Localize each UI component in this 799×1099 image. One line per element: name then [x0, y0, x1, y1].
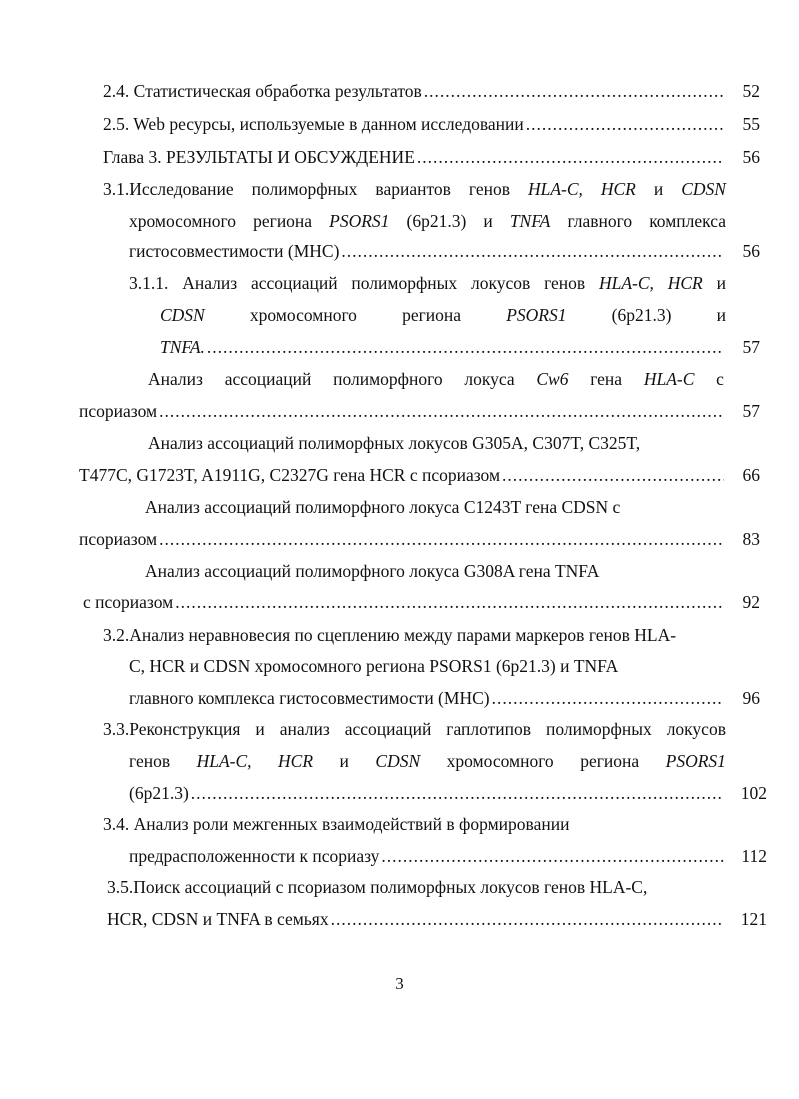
toc-entry-3-1-1-line-2: CDSN хромосомного региона PSORS1 (6р21.3) и — [160, 305, 726, 325]
page-number: 3 — [395, 974, 404, 993]
toc-entry-3-3-line-2: генов HLA-C, HCR и CDSN хромосомного региона PSORS1 — [129, 751, 726, 771]
toc-page-number: 83 — [742, 529, 760, 549]
toc-page-number: 121 — [740, 909, 767, 929]
toc-page-number: 56 — [742, 147, 760, 167]
toc-entry-3-1-line-2: хромосомного региона PSORS1 (6р21.3) и TNFA главного комплекса — [129, 211, 726, 231]
toc-entry-cdsn-line-1[interactable]: Анализ ассоциаций полиморфного локуса C1243T гена CDSN с — [145, 497, 621, 517]
toc-entry-3-2-line-1[interactable]: 3.2.Анализ неравновесия по сцеплению между парами маркеров генов HLA- — [103, 625, 677, 645]
toc-entry-hcr-line-2: T477C, G1723T, A1911G, C2327G гена HCR с псориазом ..... — [79, 464, 726, 486]
toc-page-number: 57 — [742, 401, 760, 421]
toc-entry-tnfa-line-2: с псориазом ..... — [83, 591, 726, 613]
toc-entry-cw6-line-1[interactable]: Анализ ассоциаций полиморфного локуса Cw6 гена HLA-C с — [148, 369, 724, 389]
toc-entry-2-5[interactable] — [103, 113, 726, 135]
toc-page-number: 102 — [740, 783, 767, 803]
toc-page-number: 96 — [742, 688, 760, 708]
toc-entry-title: 2.5. Web ресурсы, используемые в данном исследовании — [103, 114, 524, 134]
toc-entry-3-4-line-2: предрасположенности к псориазу ..... — [129, 845, 726, 867]
toc-entry-3-1-1-line-3: TNFA. ..... — [160, 336, 726, 358]
toc-page-number: 57 — [742, 337, 760, 357]
toc-page-number: 52 — [742, 81, 760, 101]
toc-page-number: 66 — [742, 465, 760, 485]
toc-entry-cw6-line-2: псориазом ..... — [79, 400, 726, 422]
toc-entry-3-3-line-1[interactable]: 3.3.Реконструкция и анализ ассоциаций гаплотипов полиморфных локусов — [103, 719, 726, 739]
toc-entry-tnfa-line-1[interactable]: Анализ ассоциаций полиморфного локуса G308A гена TNFA — [145, 561, 600, 581]
toc-entry-3-4-line-1[interactable]: 3.4. Анализ роли межгенных взаимодействий в формировании — [103, 814, 570, 834]
toc-entry-title: 2.4. Статистическая обработка результатов — [103, 81, 422, 101]
toc-page-number: 55 — [742, 114, 760, 134]
toc-entry-3-2-line-2: C, HCR и CDSN хромосомного региона PSORS1 (6р21.3) и TNFA — [129, 656, 619, 676]
toc-entry-3-3-line-3: (6р21.3) ..... — [129, 782, 726, 804]
toc-page-number: 112 — [741, 846, 767, 866]
toc-page-number: 56 — [742, 241, 760, 261]
toc-entry-title: Глава 3. РЕЗУЛЬТАТЫ И ОБСУЖДЕНИЕ — [103, 147, 415, 167]
toc-entry-cdsn-line-2: псориазом ..... — [79, 528, 726, 550]
toc-entry-3-1-line-1[interactable]: 3.1.Исследование полиморфных вариантов генов HLA-C, HCR и CDSN — [103, 179, 726, 199]
toc-entry-3-1-line-3: гистосовместимости (МНС) ..... — [129, 240, 726, 262]
toc-entry-3-2-line-3: главного комплекса гистосовместимости (МНС) ..... — [129, 687, 726, 709]
toc-entry-hcr-line-1[interactable]: Анализ ассоциаций полиморфных локусов G305A, C307T, C325T, — [148, 433, 641, 453]
toc-entry-3-1-1-line-1[interactable]: 3.1.1. Анализ ассоциаций полиморфных локусов генов HLA-C, HCR и — [129, 273, 726, 293]
toc-entry-chapter-3[interactable] — [103, 146, 726, 168]
toc-page-number: 92 — [742, 592, 760, 612]
toc-entry-2-4[interactable] — [103, 80, 726, 102]
toc-entry-3-5-line-2: HCR, CDSN и TNFA в семьях ..... — [107, 908, 726, 930]
toc-entry-3-5-line-1[interactable]: 3.5.Поиск ассоциаций с псориазом полиморфных локусов генов HLA-C, — [107, 877, 648, 897]
